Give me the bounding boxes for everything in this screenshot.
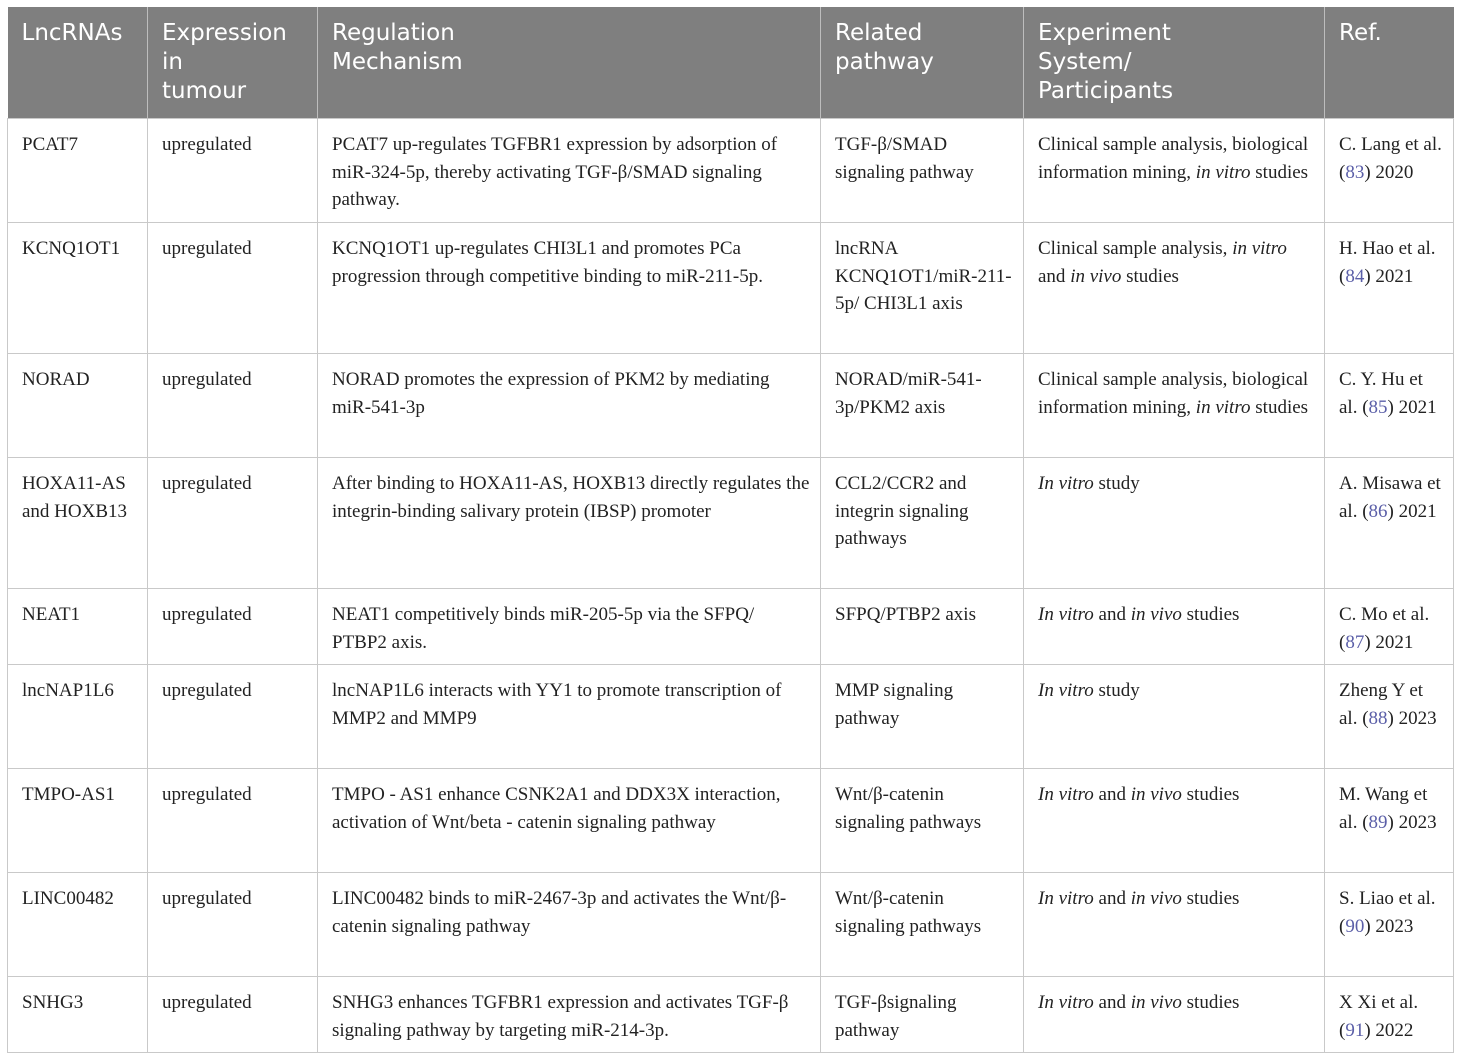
table-row: [8, 354, 1454, 458]
cell-pathway: TGF-βsignaling pathway: [821, 977, 1024, 1053]
cell-mechanism: After binding to HOXA11-AS, HOXB13 directly regulates the integrin-binding salivary protein (IBSP) promoter: [318, 458, 821, 589]
cell-pathway: TGF-β/SMAD signaling pathway: [821, 119, 1024, 223]
cell-expression: upregulated: [148, 977, 318, 1053]
cell-mechanism: PCAT7 up-regulates TGFBR1 expression by adsorption of miR-324-5p, thereby activating TGF-β/SMAD signaling pathway.: [318, 119, 821, 223]
cell-experiment: Clinical sample analysis, biological information mining, in vitro studies: [1024, 119, 1325, 223]
cell-mechanism: SNHG3 enhances TGFBR1 expression and activates TGF-β signaling pathway by targeting miR-214-3p.: [318, 977, 821, 1053]
cell-expression: upregulated: [148, 769, 318, 873]
cell-mechanism: TMPO - AS1 enhance CSNK2A1 and DDX3X interaction, activation of Wnt/beta - catenin signaling pathway: [318, 769, 821, 873]
cell-mechanism: KCNQ1OT1 up-regulates CHI3L1 and promotes PCa progression through competitive binding to miR-211-5p.: [318, 223, 821, 354]
cell-expression: upregulated: [148, 223, 318, 354]
cell-pathway: MMP signaling pathway: [821, 665, 1024, 769]
cell-pathway: Wnt/β-catenin signaling pathways: [821, 769, 1024, 873]
cell-ref: C. Y. Hu et al. (85) 2021: [1325, 354, 1454, 458]
cell-expression: upregulated: [148, 119, 318, 223]
cell-expression: upregulated: [148, 873, 318, 977]
cell-experiment: Clinical sample analysis, biological information mining, in vitro studies: [1024, 354, 1325, 458]
cell-experiment: In vitro study: [1024, 458, 1325, 589]
table-row: [8, 223, 1454, 354]
cell-experiment: Clinical sample analysis, in vitro and in vivo studies: [1024, 223, 1325, 354]
header-ref: Ref.: [1325, 7, 1454, 119]
ref-link[interactable]: 86: [1368, 500, 1388, 522]
cell-lncrna: lncNAP1L6: [8, 665, 148, 769]
cell-lncrna: KCNQ1OT1: [8, 223, 148, 354]
header-lncrnas: LncRNAs: [8, 7, 148, 119]
ref-link[interactable]: 90: [1345, 915, 1365, 937]
lncrna-table: [7, 7, 1454, 1053]
header-row: [8, 7, 1454, 119]
cell-ref: C. Lang et al. (83) 2020: [1325, 119, 1454, 223]
table-row: [8, 769, 1454, 873]
cell-expression: upregulated: [148, 458, 318, 589]
cell-ref: A. Misawa et al. (86) 2021: [1325, 458, 1454, 589]
ref-link[interactable]: 91: [1345, 1019, 1365, 1041]
ref-link[interactable]: 83: [1345, 161, 1365, 183]
cell-ref: C. Mo et al. (87) 2021: [1325, 589, 1454, 665]
cell-pathway: lncRNA KCNQ1OT1/miR-211-5p/ CHI3L1 axis: [821, 223, 1024, 354]
cell-pathway: SFPQ/PTBP2 axis: [821, 589, 1024, 665]
cell-lncrna: HOXA11-AS and HOXB13: [8, 458, 148, 589]
cell-mechanism: LINC00482 binds to miR-2467-3p and activates the Wnt/β-catenin signaling pathway: [318, 873, 821, 977]
cell-pathway: NORAD/miR-541-3p/PKM2 axis: [821, 354, 1024, 458]
header-regulation-mechanism: Regulation Mechanism: [318, 7, 821, 119]
cell-mechanism: lncNAP1L6 interacts with YY1 to promote transcription of MMP2 and MMP9: [318, 665, 821, 769]
table-row: [8, 589, 1454, 665]
table-row: [8, 665, 1454, 769]
cell-experiment: In vitro and in vivo studies: [1024, 589, 1325, 665]
cell-ref: S. Liao et al. (90) 2023: [1325, 873, 1454, 977]
cell-experiment: In vitro and in vivo studies: [1024, 977, 1325, 1053]
header-expression: Expression in tumour: [148, 7, 318, 119]
cell-lncrna: NEAT1: [8, 589, 148, 665]
cell-ref: M. Wang et al. (89) 2023: [1325, 769, 1454, 873]
cell-pathway: Wnt/β-catenin signaling pathways: [821, 873, 1024, 977]
ref-link[interactable]: 84: [1345, 265, 1365, 287]
cell-expression: upregulated: [148, 589, 318, 665]
table-row: [8, 873, 1454, 977]
cell-experiment: In vitro study: [1024, 665, 1325, 769]
cell-lncrna: PCAT7: [8, 119, 148, 223]
cell-ref: H. Hao et al. (84) 2021: [1325, 223, 1454, 354]
cell-experiment: In vitro and in vivo studies: [1024, 873, 1325, 977]
cell-ref: Zheng Y et al. (88) 2023: [1325, 665, 1454, 769]
cell-mechanism: NEAT1 competitively binds miR-205-5p via the SFPQ/ PTBP2 axis.: [318, 589, 821, 665]
header-experiment-system: Experiment System/ Participants: [1024, 7, 1325, 119]
cell-lncrna: NORAD: [8, 354, 148, 458]
cell-mechanism: NORAD promotes the expression of PKM2 by mediating miR-541-3p: [318, 354, 821, 458]
cell-ref: X Xi et al. (91) 2022: [1325, 977, 1454, 1053]
ref-link[interactable]: 88: [1368, 707, 1388, 729]
cell-lncrna: TMPO-AS1: [8, 769, 148, 873]
cell-lncrna: LINC00482: [8, 873, 148, 977]
table-header: [8, 7, 1454, 119]
ref-link[interactable]: 87: [1345, 631, 1365, 653]
ref-link[interactable]: 89: [1368, 811, 1388, 833]
table-body: [8, 119, 1454, 1053]
table-row: [8, 119, 1454, 223]
table-row: [8, 458, 1454, 589]
cell-expression: upregulated: [148, 665, 318, 769]
cell-experiment: In vitro and in vivo studies: [1024, 769, 1325, 873]
header-related-pathway: Related pathway: [821, 7, 1024, 119]
ref-link[interactable]: 85: [1368, 396, 1388, 418]
cell-lncrna: SNHG3: [8, 977, 148, 1053]
cell-expression: upregulated: [148, 354, 318, 458]
cell-pathway: CCL2/CCR2 and integrin signaling pathways: [821, 458, 1024, 589]
table-row: [8, 977, 1454, 1053]
